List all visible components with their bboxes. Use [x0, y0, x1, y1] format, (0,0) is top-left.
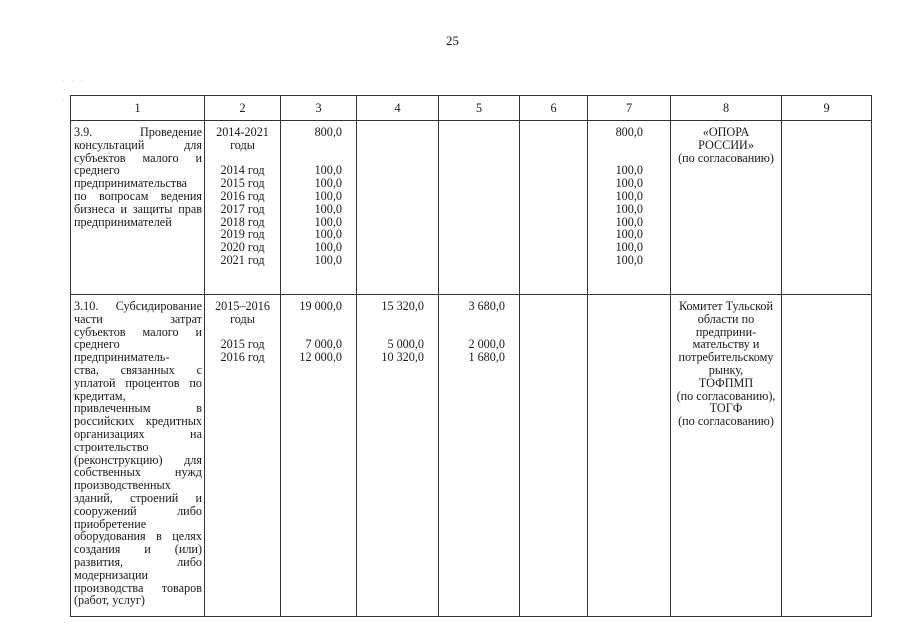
year-label: 2015 год — [220, 176, 265, 191]
year-label: 2019 год — [220, 227, 265, 242]
measure-name-line: среднего — [74, 337, 120, 352]
measure-name-line: строительство — [74, 439, 149, 454]
measure-name-line: развития, либо — [74, 554, 202, 569]
measures-table — [70, 95, 872, 617]
column-header-6: 6 — [520, 96, 588, 121]
col9-cell — [782, 295, 872, 617]
col3-year-value: 100,0 — [314, 252, 342, 267]
measure-name-line: кредитам, — [74, 388, 126, 403]
scan-speck: · — [62, 98, 64, 104]
period-cell — [205, 295, 281, 617]
executor-text: ТОФПМП — [698, 375, 754, 390]
col7-year-value: 100,0 — [615, 227, 643, 242]
col6-cell — [520, 295, 588, 617]
measure-name-line: по вопросам ведения — [74, 188, 202, 203]
measure-name-line: бизнеса и защиты прав — [74, 201, 202, 216]
measure-name-line: оборудования в целях — [74, 529, 202, 544]
column-header-3: 3 — [281, 96, 357, 121]
column-header-5: 5 — [439, 96, 520, 121]
col3-year-value: 100,0 — [314, 201, 342, 216]
period-cell — [205, 121, 281, 295]
executor-cell — [671, 295, 782, 617]
measure-name-line: части затрат — [74, 311, 202, 326]
measure-name-line: консультаций для — [74, 137, 202, 152]
header-row — [71, 96, 872, 121]
col5-cell — [439, 121, 520, 295]
col3-cell — [281, 295, 357, 617]
executor-text: Комитет Тульской — [678, 299, 774, 313]
col6-cell — [520, 121, 588, 295]
period-text: 2014-2021 — [216, 125, 269, 139]
col7-year-value: 100,0 — [615, 240, 643, 255]
executor-text: рынку, — [708, 362, 744, 377]
period-text: годы — [230, 137, 255, 152]
col3-year-value: 100,0 — [314, 176, 342, 191]
column-header-9: 9 — [782, 96, 872, 121]
col7-year-value: 100,0 — [615, 201, 643, 216]
measure-name-line: уплатой процентов по — [74, 375, 202, 390]
col7-year-value: 100,0 — [615, 252, 643, 267]
year-label: 2015 год — [220, 337, 265, 352]
measure-name-line: (реконструкцию) для — [74, 452, 202, 467]
page-number: 25 — [446, 33, 459, 48]
measure-name-line: предпринимателей — [74, 214, 172, 229]
year-label: 2014 год — [220, 163, 265, 178]
period-text: годы — [230, 311, 255, 326]
executor-text: (по согласованию), — [676, 388, 776, 403]
measure-name-line: предприниматель- — [74, 350, 170, 365]
measure-name-line: модернизации — [74, 567, 148, 582]
measure-name-line: сооружений либо — [74, 503, 202, 518]
col3-total-value: 19 000,0 — [299, 299, 342, 313]
measure-name-line: (работ, услуг) — [74, 593, 145, 608]
col4-year-value: 10 320,0 — [381, 350, 424, 365]
col3-year-value: 100,0 — [314, 227, 342, 242]
measure-name-line: создания и (или) — [74, 542, 202, 557]
measure-name-line: организациях на — [74, 426, 202, 441]
measure-name-line: 3.9. Проведение — [74, 125, 202, 139]
measure-name-line: производственных — [74, 478, 171, 493]
measure-name-line: производства товаров — [74, 580, 202, 595]
col4-cell — [357, 295, 439, 617]
col7-year-value: 100,0 — [615, 188, 643, 203]
column-header-4: 4 — [357, 96, 439, 121]
col7-year-value: 100,0 — [615, 214, 643, 229]
year-label: 2016 год — [220, 350, 265, 365]
measure-name-line: субъектов малого и — [74, 324, 202, 339]
measure-name-cell — [71, 121, 205, 295]
measure-name-line: собственных нужд — [74, 465, 202, 480]
col5-cell — [439, 295, 520, 617]
executor-text: предприни- — [695, 324, 757, 339]
executor-text: области по — [697, 311, 755, 326]
executor-text: «ОПОРА — [702, 125, 750, 139]
column-header-2: 2 — [205, 96, 281, 121]
table-row-3-9 — [71, 121, 872, 295]
measure-name-line: ства, связанных с — [74, 362, 202, 377]
executor-text: ТОГФ — [709, 401, 743, 416]
measure-name-line: приобретение — [74, 516, 147, 531]
col7-total-value: 800,0 — [615, 125, 643, 139]
year-label: 2020 год — [220, 240, 265, 255]
measure-name-line: 3.10. Субсидирование — [74, 299, 202, 313]
col7-cell — [588, 121, 671, 295]
period-text: 2015–2016 — [215, 299, 270, 313]
year-label: 2017 год — [220, 201, 265, 216]
executor-text: РОССИИ» — [698, 137, 754, 152]
executor-text: (по согласованию) — [678, 150, 774, 165]
table-row-3-10 — [71, 295, 872, 617]
year-label: 2016 год — [220, 188, 265, 203]
col3-year-value: 100,0 — [314, 214, 342, 229]
col3-cell — [281, 121, 357, 295]
measure-name-line: субъектов малого и — [74, 150, 202, 165]
measure-name-line: привлеченным в — [74, 401, 202, 416]
col3-year-value: 100,0 — [314, 188, 342, 203]
year-label: 2018 год — [220, 214, 265, 229]
col4-year-value: 5 000,0 — [387, 337, 424, 352]
scan-speck: · · · — [62, 78, 86, 84]
col3-year-value: 100,0 — [314, 163, 342, 178]
col9-cell — [782, 121, 872, 295]
measure-name-line: российских кредитных — [74, 414, 202, 429]
measure-name-line: предпринимательства — [74, 176, 188, 191]
column-header-7: 7 — [588, 96, 671, 121]
year-label: 2021 год — [220, 252, 265, 267]
col5-year-value: 1 680,0 — [468, 350, 505, 365]
executor-text: потребительскому — [678, 350, 774, 365]
col4-total-value: 15 320,0 — [381, 299, 424, 313]
executor-cell — [671, 121, 782, 295]
column-header-1: 1 — [71, 96, 205, 121]
col5-year-value: 2 000,0 — [468, 337, 505, 352]
col7-cell — [588, 295, 671, 617]
col5-total-value: 3 680,0 — [468, 299, 505, 313]
col7-year-value: 100,0 — [615, 163, 643, 178]
col3-year-value: 100,0 — [314, 240, 342, 255]
executor-text: (по согласованию) — [678, 414, 774, 429]
column-header-8: 8 — [671, 96, 782, 121]
executor-text: мательству и — [692, 337, 760, 352]
col7-year-value: 100,0 — [615, 176, 643, 191]
measure-name-line: зданий, строений и — [74, 490, 202, 505]
col3-year-value: 12 000,0 — [299, 350, 342, 365]
measure-name-cell — [71, 295, 205, 617]
col4-cell — [357, 121, 439, 295]
col3-year-value: 7 000,0 — [305, 337, 342, 352]
col3-total-value: 800,0 — [314, 125, 342, 139]
measure-name-line: среднего — [74, 163, 120, 178]
